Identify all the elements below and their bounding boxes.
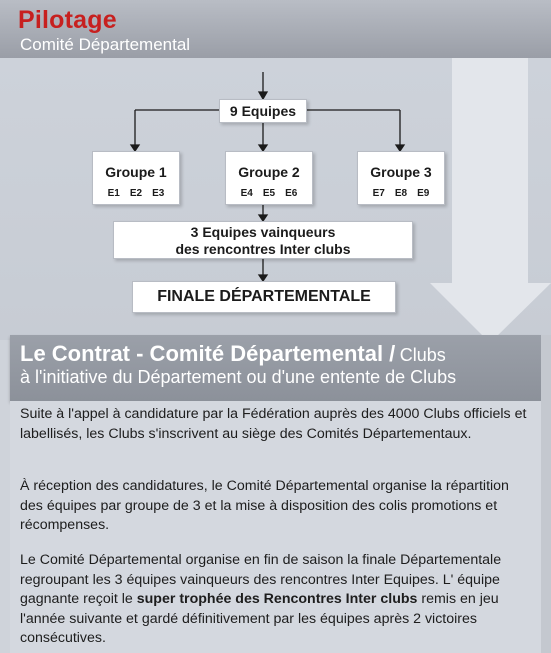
page-title: Pilotage <box>18 6 117 34</box>
team-label: E6 <box>285 188 298 199</box>
contract-subtitle: à l'initiative du Département ou d'une entente de Clubs <box>20 367 457 387</box>
body-text <box>10 401 541 653</box>
teams-box: 9 Equipes <box>219 99 307 123</box>
group-box-1 <box>92 151 180 205</box>
arrow-down-icon <box>259 92 267 99</box>
team-label: E7 <box>372 188 385 199</box>
winners-line-1: 3 Equipes vainqueurs <box>190 224 336 240</box>
paragraph-2: À réception des candidatures, le Comité Départemental organise la répartition des équipes par groupe de 3 et la mise à disposition des colis promotions et récompenses. <box>20 478 509 533</box>
group-name: Groupe 2 <box>238 164 300 180</box>
finale-box: FINALE DÉPARTEMENTALE <box>132 281 396 313</box>
paragraph-3-start: Le Comité Départemental organise en fin de saison la finale Départementale regroupant les 3 équipes vainqueurs des rencontres Inter Equipes. L' équipe gagnante reçoit le <box>20 552 502 607</box>
page-subtitle: Comité Départemental <box>20 35 191 54</box>
group-box-3 <box>357 151 445 205</box>
paragraph-3-end: remis en jeu l'année suivante et gardé définitivement par les équipes après 2 victoires consécutives. <box>20 591 499 646</box>
winners-box <box>113 221 413 259</box>
trophy-name: super trophée des Rencontres Inter clubs <box>136 591 418 607</box>
contract-title: Le Contrat - Comité Départemental / <box>20 341 396 366</box>
paragraph-3 <box>20 551 535 649</box>
team-label: E1 <box>107 188 120 199</box>
contract-band <box>10 335 541 401</box>
group-box-2 <box>225 151 313 205</box>
team-label: E9 <box>417 188 430 199</box>
group-name: Groupe 3 <box>370 164 432 180</box>
contract-title-clubs: Clubs <box>399 345 446 365</box>
right-edge <box>541 335 551 653</box>
team-label: E4 <box>240 188 253 199</box>
team-label: E2 <box>129 188 143 199</box>
team-label: E8 <box>394 188 408 199</box>
winners-line-2: des rencontres Inter clubs <box>175 241 351 257</box>
team-label: E3 <box>152 188 165 199</box>
paragraph-1: Suite à l'appel à candidature par la Fédération auprès des 4000 Clubs officiels et labellisés, les Clubs s'inscrivent au siège des Comités Départementaux. <box>20 406 527 442</box>
team-label: E5 <box>262 188 276 199</box>
group-name: Groupe 1 <box>105 164 167 180</box>
